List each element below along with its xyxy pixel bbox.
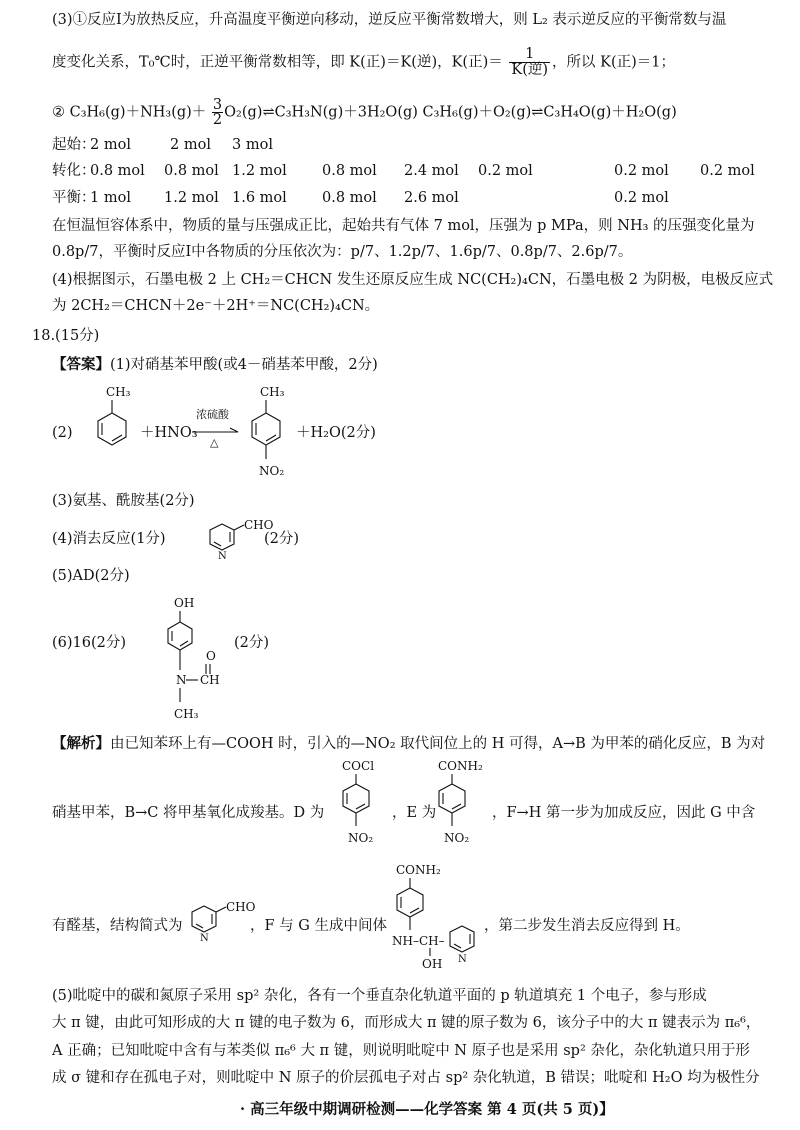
q18-answer-a1: 【答案】(1)对硝基苯甲酸(或4－硝基苯甲酸，2分) [52,356,378,373]
a6-tail: (2分) [234,635,270,651]
svg-text:CONH₂: CONH₂ [438,759,483,773]
svg-text:N: N [176,673,187,687]
answer-tag: 【答案】 [52,356,110,373]
cell: 2.4 mol [404,163,459,179]
svg-text:NO₂: NO₂ [348,831,374,845]
svg-text:OH: OH [422,957,443,971]
analysis-x3a: 有醛基，结构简式为 [52,918,183,934]
a2-reagent: ＋HNO₃ [140,425,198,441]
row-start-label: 起始： [52,137,96,153]
q18-answer-a3: (3)氨基、酰胺基(2分) [52,493,195,509]
svg-text:CH₃: CH₃ [260,385,285,399]
svg-text:NO₂: NO₂ [259,464,285,478]
q17-3-line1: (3)①反应Ⅰ为放热反应，升高温度平衡逆向移动，逆反应平衡常数增大，则 L₂ 表示逆反应的平衡常数与温 [52,12,727,28]
analysis-x2c: ，F→H 第一步为加成反应，因此 G 中含 [492,805,756,821]
isomer-structure [156,594,246,726]
cell: 0.8 mol [322,163,377,179]
analysis-tag: 【解析】 [52,735,110,752]
analysis-x1: 【解析】由已知苯环上有—COOH 时，引入的—NO₂ 取代间位上的 H 可得，A→B 为甲苯的硝化反应，B 为对 [52,735,766,752]
svg-text:COCl: COCl [342,759,375,773]
svg-text:NO₂: NO₂ [444,831,470,845]
svg-text:N: N [218,551,227,562]
cell: 0.2 mol [478,163,533,179]
svg-text:NH–CH–: NH–CH– [392,934,445,948]
row-change-label: 转化： [52,163,96,179]
a2-tail: ＋H₂O(2分) [296,425,376,441]
analysis-x2b: ，E 为 [392,805,437,821]
analysis-x3c: ，第二步发生消去反应得到 H。 [484,918,690,934]
svg-text:CH: CH [200,673,220,687]
svg-text:CH₃: CH₃ [174,707,199,721]
cell: 2 mol [170,137,211,153]
cell: 2.6 mol [404,190,459,206]
analysis-x5: 大 π 键，由此可知形成的大 π 键的电子数为 6，而形成大 π 键的原子数为 6，该分子中的大 π 键表示为 π₆⁶， [52,1015,761,1031]
cell: 1.6 mol [232,190,287,206]
svg-text:CHO: CHO [226,900,256,914]
cell: 2 mol [90,137,131,153]
analysis-x2a: 硝基甲苯，B→C 将甲基氧化成羧基。D 为 [52,805,325,821]
eq-fraction: $\frac{3}{2}$ [212,97,223,128]
cell: 0.2 mol [700,163,755,179]
cell: 0.2 mol [614,163,669,179]
cell: 3 mol [232,137,273,153]
cell: 0.2 mol [614,190,669,206]
structure-D [336,758,396,858]
a4-tail: (2分) [264,531,300,547]
toluene-structure [84,383,144,463]
analysis-x4: (5)吡啶中的碳和氮原子采用 sp² 杂化，各有一个垂直杂化轨道平面的 p 轨道填充 1 个电子，参与形成 [52,988,707,1004]
analysis-x6: A 正确；已知吡啶中含有与苯类似 π₆⁶ 大 π 键，则说明吡啶中 N 原子也是采用 sp² 杂化，杂化轨道只用于形 [52,1043,750,1059]
q17-text-p2: 0.8p/7，平衡时反应Ⅰ中各物质的分压依次为：p/7、1.2p/7、1.6p/7、0.8p/7、2.6p/7。 [52,244,633,260]
svg-text:N: N [200,933,209,944]
cell: 0.8 mol [322,190,377,206]
svg-text:CH₃: CH₃ [106,385,131,399]
svg-text:OH: OH [174,596,195,610]
page-footer: · 高三年级中期调研检测——化学答案 第 4 页(共 5 页)】 [240,1101,614,1118]
catalyst-label: 浓硫酸 [196,408,229,421]
q17-text-p4: 为 2CH₂＝CHCN＋2e⁻＋2H⁺＝NC(CH₂)₄CN。 [52,298,380,314]
q18-header: 18.(15分) [32,328,100,344]
cell: 0.8 mol [164,163,219,179]
q17-text-p1: 在恒温恒容体系中，物质的量与压强成正比，起始共有气体 7 mol，压强为 p MPa，则 NH₃ 的压强变化量为 [52,218,755,234]
heat-symbol: △ [210,436,219,449]
svg-text:O: O [206,649,216,663]
q18-answer-a5: (5)AD(2分) [52,568,130,584]
q17-text-p3: (4)根据图示，石墨电极 2 上 CH₂＝CHCN 发生还原反应生成 NC(CH₂)₄CN，石墨电极 2 为阴极，电极反应式 [52,272,774,288]
intermediate-structure [386,862,486,974]
fraction: 1 K(逆) [511,46,549,78]
row-eq-label: 平衡： [52,190,96,206]
svg-text:CONH₂: CONH₂ [396,863,441,877]
a4-label: (4)消去反应(1分) [52,531,166,547]
analysis-x3b: ，F 与 G 生成中间体 [250,918,387,934]
cell: 0.8 mol [90,163,145,179]
cell: 1.2 mol [232,163,287,179]
a2-label: (2) [52,425,73,441]
q17-3-line2a: 度变化关系，T₀℃时，正逆平衡常数相等，即 K(正)＝K(逆)，K(正)＝ 1 K(逆) ，所以 K(正)＝1； [52,46,676,78]
svg-text:N: N [458,954,467,965]
q17-equation: ② C₃H₆(g)＋NH₃(g)＋ $\frac{3}{2}$ O₂(g)⇌C₃H₃N(g)＋3H₂O(g) C₃H₆(g)＋O₂(g)⇌C₃H₄O(g)＋H₂O(g) [52,97,677,128]
cell: 1.2 mol [164,190,219,206]
svg-text:CHO: CHO [244,518,274,532]
analysis-x7: 成 σ 键和存在孤电子对，则吡啶中 N 原子的价层孤电子对占 sp² 杂化轨道，B 错误；吡啶和 H₂O 均为极性分 [52,1070,760,1086]
cell: 1 mol [90,190,131,206]
a6-label: (6)16(2分) [52,635,127,651]
